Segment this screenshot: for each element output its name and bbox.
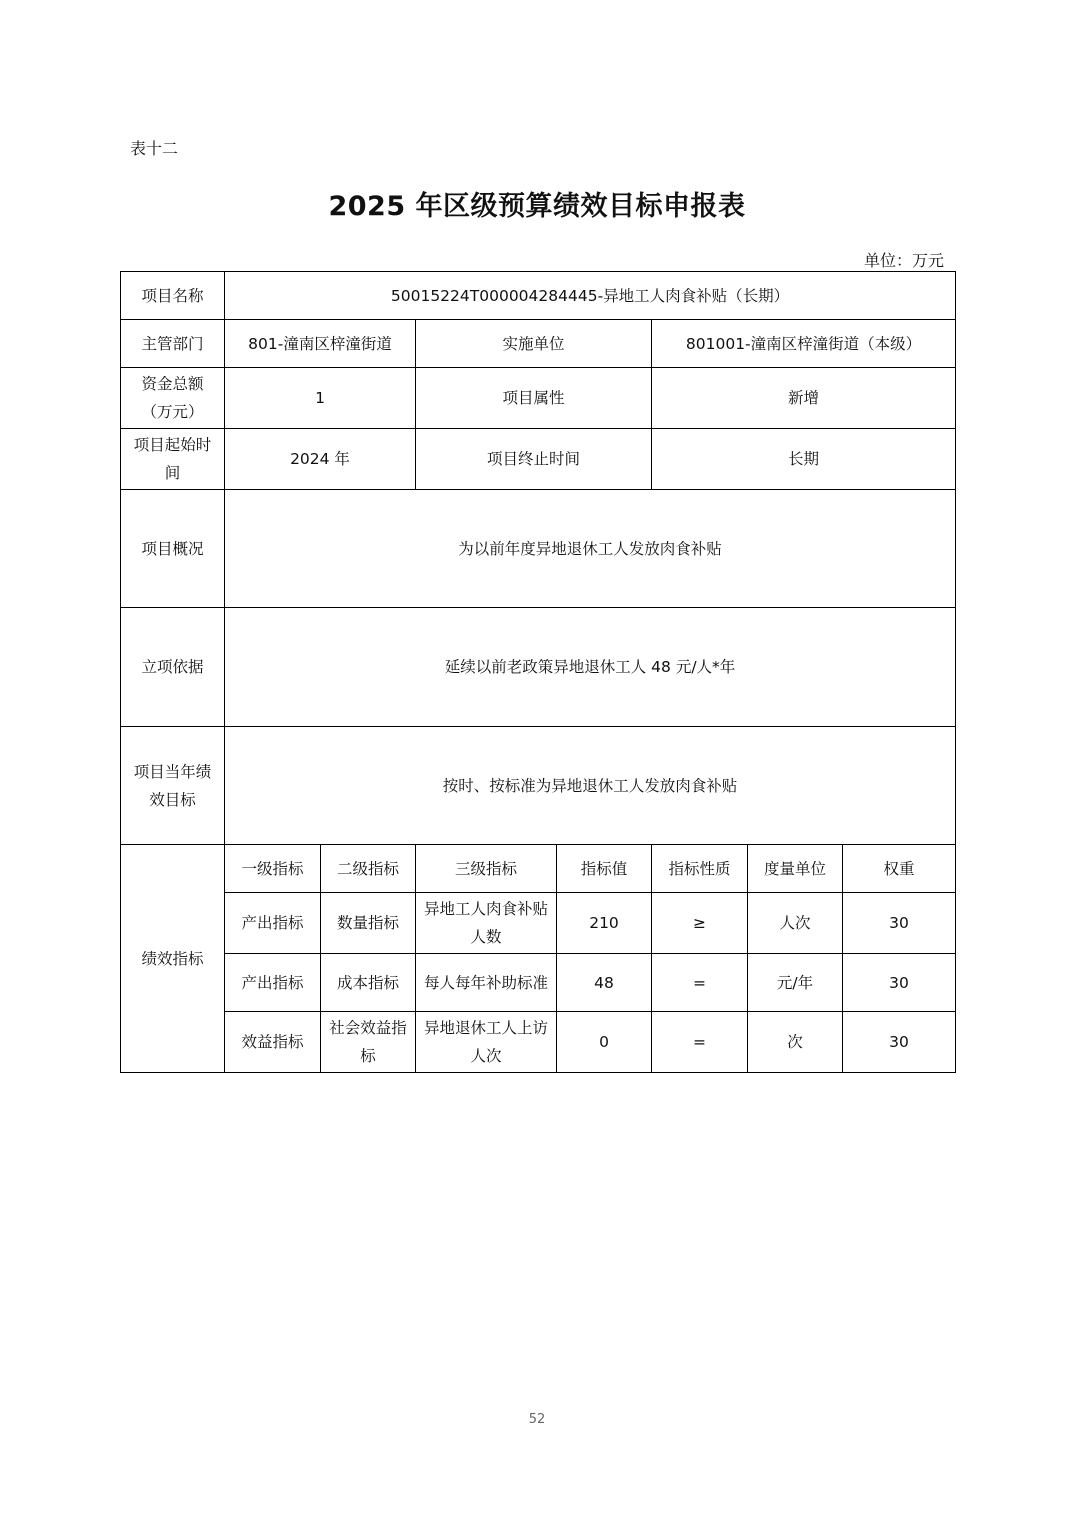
- project-attr-value: 新增: [652, 368, 956, 429]
- end-time-label: 项目终止时间: [416, 429, 652, 490]
- cell-level1: 效益指标: [225, 1012, 321, 1073]
- table-number: 表十二: [130, 139, 179, 158]
- basis-label: 立项依据: [121, 608, 225, 727]
- cell-weight: 30: [843, 1012, 956, 1073]
- header-weight: 权重: [843, 845, 956, 893]
- unit-label: 单位：万元: [863, 251, 944, 270]
- basis-value: 延续以前老政策异地退休工人 48 元/人*年: [225, 608, 956, 727]
- cell-level2: 成本指标: [321, 954, 416, 1012]
- cell-level3: 每人每年补助标准: [416, 954, 557, 1012]
- project-name-value: 50015224T000004284445-异地工人肉食补贴（长期）: [225, 272, 956, 320]
- page-number: 52: [528, 1412, 546, 1427]
- overview-value: 为以前年度异地退休工人发放肉食补贴: [225, 490, 956, 608]
- cell-weight: 30: [843, 954, 956, 1012]
- cell-weight: 30: [843, 893, 956, 954]
- project-name-label: 项目名称: [121, 272, 225, 320]
- table-row: [121, 429, 956, 490]
- indicator-row: [121, 1012, 956, 1073]
- start-time-label: 项目起始时间: [121, 429, 225, 490]
- impl-unit-label: 实施单位: [416, 320, 652, 368]
- end-time-value: 长期: [652, 429, 956, 490]
- table-row: [121, 490, 956, 608]
- goal-label: 项目当年绩效目标: [121, 727, 225, 845]
- table-row: [121, 727, 956, 845]
- header-level1: 一级指标: [225, 845, 321, 893]
- cell-nature: =: [652, 1012, 748, 1073]
- fund-total-label: 资金总额（万元）: [121, 368, 225, 429]
- table-row: [121, 368, 956, 429]
- header-level2: 二级指标: [321, 845, 416, 893]
- indicator-header-row: [121, 845, 956, 893]
- cell-unit: 人次: [748, 893, 843, 954]
- cell-level1: 产出指标: [225, 954, 321, 1012]
- table-row: [121, 608, 956, 727]
- table-row: [121, 320, 956, 368]
- budget-performance-table: [120, 271, 956, 1073]
- table-row: [121, 272, 956, 320]
- header-value: 指标值: [557, 845, 652, 893]
- start-time-value: 2024 年: [225, 429, 416, 490]
- indicators-section-label: 绩效指标: [121, 845, 225, 1073]
- impl-unit-value: 801001-潼南区梓潼街道（本级）: [652, 320, 956, 368]
- project-attr-label: 项目属性: [416, 368, 652, 429]
- cell-level2: 数量指标: [321, 893, 416, 954]
- indicator-row: [121, 954, 956, 1012]
- header-level3: 三级指标: [416, 845, 557, 893]
- goal-value: 按时、按标准为异地退休工人发放肉食补贴: [225, 727, 956, 845]
- cell-unit: 次: [748, 1012, 843, 1073]
- header-nature: 指标性质: [652, 845, 748, 893]
- cell-nature: ≥: [652, 893, 748, 954]
- cell-value: 210: [557, 893, 652, 954]
- cell-level1: 产出指标: [225, 893, 321, 954]
- document-title: 2025 年区级预算绩效目标申报表: [328, 191, 746, 222]
- cell-level2: 社会效益指标: [321, 1012, 416, 1073]
- cell-value: 48: [557, 954, 652, 1012]
- cell-level3: 异地退休工人上访人次: [416, 1012, 557, 1073]
- header-unit: 度量单位: [748, 845, 843, 893]
- fund-total-value: 1: [225, 368, 416, 429]
- cell-unit: 元/年: [748, 954, 843, 1012]
- cell-level3: 异地工人肉食补贴人数: [416, 893, 557, 954]
- dept-label: 主管部门: [121, 320, 225, 368]
- cell-value: 0: [557, 1012, 652, 1073]
- cell-nature: =: [652, 954, 748, 1012]
- indicator-row: [121, 893, 956, 954]
- dept-value: 801-潼南区梓潼街道: [225, 320, 416, 368]
- overview-label: 项目概况: [121, 490, 225, 608]
